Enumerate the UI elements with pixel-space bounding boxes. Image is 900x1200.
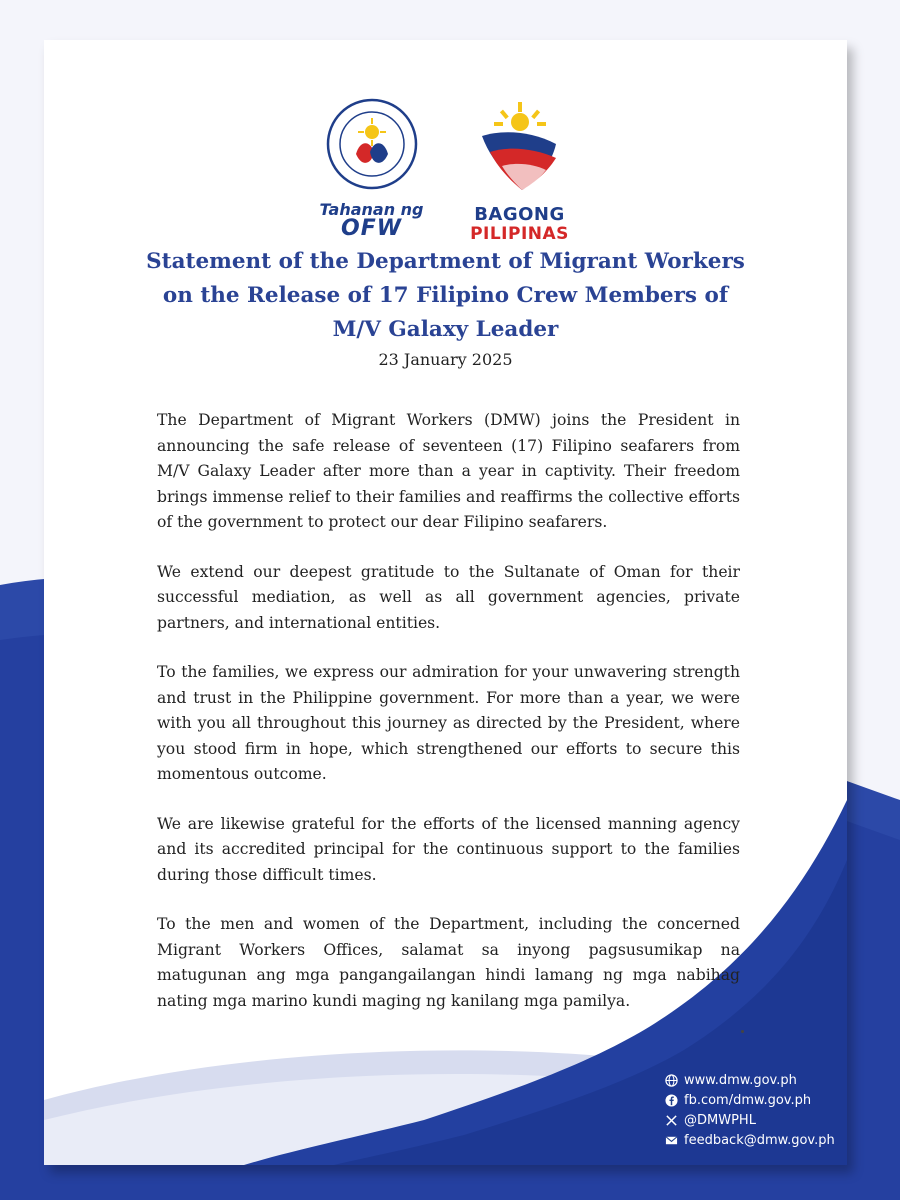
statement-title: [84, 245, 807, 347]
email-text: feedback@dmw.gov.ph: [684, 1132, 835, 1148]
dmw-logo: [312, 92, 432, 242]
title-line: M/V Galaxy Leader: [332, 317, 559, 342]
decorative-dot: [741, 1030, 744, 1033]
x-handle-text: @DMWPHL: [684, 1112, 756, 1128]
contact-list: [664, 1070, 835, 1150]
dmw-tagline-1: Tahanan ng: [319, 200, 424, 219]
website-link[interactable]: [664, 1070, 835, 1090]
title-line: Statement of the Department of Migrant Workers: [146, 249, 745, 274]
logo-row: [44, 92, 847, 242]
paragraph: We extend our deepest gratitude to the Sultanate of Oman for their successful mediation, as well as all government agencies, private partners, and international entities.: [157, 562, 740, 632]
dmw-tagline-2: OFW: [341, 216, 402, 241]
globe-icon: [664, 1073, 678, 1087]
statement-card: [44, 40, 847, 1165]
x-logo-icon: [664, 1113, 678, 1127]
bagong-label: BAGONG: [474, 204, 565, 225]
facebook-text: fb.com/dmw.gov.ph: [684, 1092, 812, 1108]
paragraph: To the families, we express our admiration for your unwavering strength and trust in the Philippine government. For more than a year, we were with you all throughout this journey as directed by the President, where you stood firm in hope, which strengthened our efforts to secure this momentous outcome.: [157, 663, 740, 783]
paragraph: To the men and women of the Department, including the concerned Migrant Workers Offices, salamat sa inyong pagsusumikap na matugunan ang mga pangangailangan hindi lamang ng mga nabihag nating mga marino kundi maging ng kanilang mga pamilya.: [157, 915, 740, 1010]
envelope-icon: [664, 1133, 678, 1147]
facebook-icon: [664, 1093, 678, 1107]
bagong-pilipinas-logo: [460, 92, 580, 242]
pilipinas-label: PILIPINAS: [470, 224, 569, 244]
title-line: on the Release of 17 Filipino Crew Members of: [162, 283, 729, 308]
paragraph: We are likewise grateful for the efforts of the licensed manning agency and its accredited principal for the continuous support to the families during those difficult times.: [157, 814, 740, 884]
x-link[interactable]: [664, 1110, 835, 1130]
website-text: www.dmw.gov.ph: [684, 1072, 797, 1088]
facebook-link[interactable]: [664, 1090, 835, 1110]
paragraph: The Department of Migrant Workers (DMW) joins the President in announcing the safe release of seventeen (17) Filipino seafarers from M/V Galaxy Leader after more than a year in captivity. Their freedom brings immense relief to their families and reaffirms the collective efforts of the government to protect our dear Filipino seafarers.: [157, 411, 740, 531]
email-link[interactable]: [664, 1130, 835, 1150]
statement-body: [157, 408, 740, 1038]
statement-date: 23 January 2025: [378, 350, 513, 369]
